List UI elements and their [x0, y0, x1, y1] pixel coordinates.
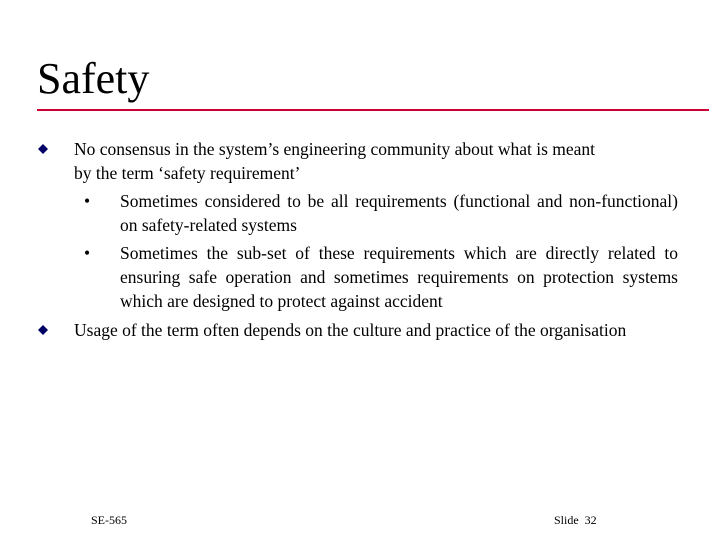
- bullet-2-text: Usage of the term often depends on the culture and practice of the organisation: [74, 320, 627, 340]
- sub-bullet-marker: •: [84, 191, 91, 211]
- bullet-1-line-2: by the term ‘safety requirement’: [74, 163, 301, 183]
- sub-bullet-marker: •: [84, 243, 91, 263]
- sub-bullet-1-text: Sometimes considered to be all requirements (functional and non-functional) on safety-related systems: [120, 191, 678, 235]
- footer-slide-number: Slide 32: [554, 513, 597, 527]
- diamond-bullet-icon: [38, 144, 48, 154]
- slide-title: Safety: [37, 54, 150, 103]
- title-divider: [37, 109, 709, 111]
- sub-bullet-2-text: Sometimes the sub-set of these requirements which are directly related to ensuring safe operation and sometimes requirements on protection systems which are designed to protect against accident: [120, 243, 678, 311]
- bullet-1-line-1: No consensus in the system’s engineering community about what is meant: [74, 139, 596, 159]
- diamond-bullet-icon: [38, 325, 48, 335]
- footer-course-label: SE-565: [91, 513, 127, 527]
